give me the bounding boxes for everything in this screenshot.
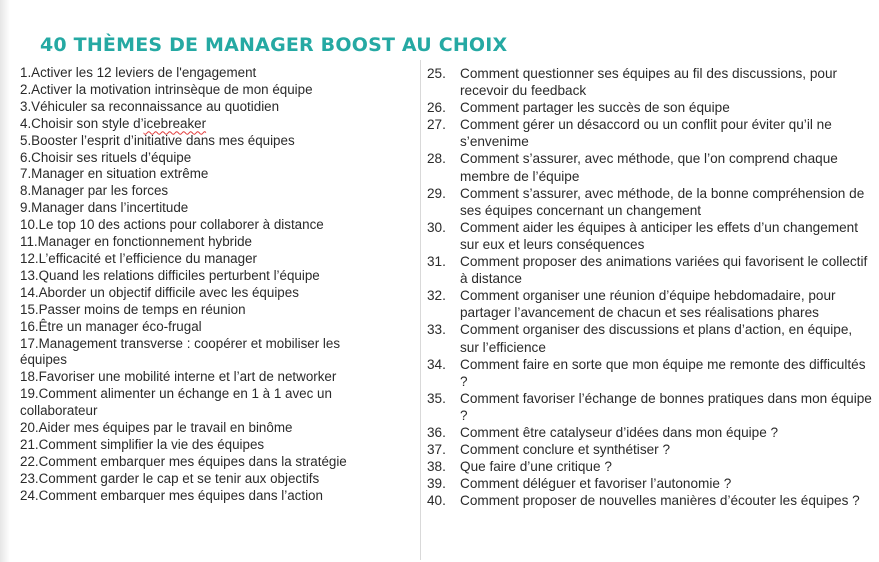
- item-text: Comment proposer des animations variées qui favorisent le collectif à distance: [460, 254, 868, 287]
- list-item: 14.Aborder un objectif difficile avec les équipes: [20, 284, 299, 300]
- list-item: [427, 321, 873, 355]
- item-number: 39.: [427, 476, 446, 492]
- list-item: 22.Comment embarquer mes équipes dans la stratégie: [20, 453, 347, 469]
- item-number: 31.: [427, 254, 446, 270]
- list-item: [427, 441, 873, 458]
- list-item: [427, 475, 873, 492]
- item-text: Comment organiser des discussions et plans d’action, en équipe, sur l’efficience: [460, 322, 853, 355]
- item-text: Comment s’assurer, avec méthode, que l’on comprend chaque membre de l’équipe: [460, 151, 838, 184]
- list-item: 12.L’efficacité et l’efficience du manager: [20, 250, 257, 266]
- item-text: Comment être catalyseur d’idées dans mon équipe ?: [460, 424, 779, 440]
- item-number: 29.: [427, 185, 446, 201]
- item-text: Comment faire en sorte que mon équipe me remonte des difficultés ?: [460, 356, 866, 389]
- list-item: 18.Favoriser une mobilité interne et l’art de networker: [20, 369, 337, 385]
- list-item: 9.Manager dans l’incertitude: [20, 200, 189, 216]
- item-text: Comment aider les équipes à anticiper les effets d’un changement sur eux et leurs conséquences: [460, 219, 858, 252]
- list-item: 24.Comment embarquer mes équipes dans l’action: [20, 487, 323, 503]
- list-item: [427, 219, 873, 253]
- item-number: 38.: [427, 459, 446, 475]
- item-number: 36.: [427, 424, 446, 440]
- list-item: 20.Aider mes équipes par le travail en binôme: [20, 420, 293, 436]
- item-text: Comment proposer de nouvelles manières d’écouter les équipes ?: [460, 493, 860, 509]
- item-number: 28.: [427, 151, 446, 167]
- list-item: [427, 424, 873, 441]
- item-text: Que faire d’une critique ?: [460, 459, 612, 475]
- item-text: Comment partager les succès de son équipe: [460, 100, 730, 116]
- themes-list-left: [20, 65, 382, 505]
- item-number: 35.: [427, 390, 446, 406]
- list-item: [427, 287, 873, 321]
- item-number: 32.: [427, 288, 446, 304]
- item-number: 34.: [427, 356, 446, 372]
- list-item: [427, 253, 873, 287]
- item-number: 40.: [427, 493, 446, 509]
- list-item: 21.Comment simplifier la vie des équipes: [20, 436, 265, 452]
- list-item: [427, 185, 873, 219]
- list-item: 4.Choisir son style d’icebreaker: [20, 115, 207, 131]
- list-item: 8.Manager par les forces: [20, 183, 169, 199]
- list-item: 11.Manager en fonctionnement hybride: [20, 234, 253, 250]
- themes-list-right: [427, 65, 873, 509]
- item-text: Comment favoriser l’échange de bonnes pratiques dans mon équipe ?: [460, 390, 872, 423]
- list-item: 16.Être un manager éco-frugal: [20, 318, 202, 334]
- list-item: 6.Choisir ses rituels d’équipe: [20, 149, 192, 165]
- item-number: 26.: [427, 100, 446, 116]
- page-title: 40 THÈMES DE MANAGER BOOST AU CHOIX: [40, 34, 508, 56]
- list-item: 13.Quand les relations difficiles perturbent l’équipe: [20, 267, 320, 283]
- list-item: 23.Comment garder le cap et se tenir aux objectifs: [20, 470, 320, 486]
- item-text: Comment questionner ses équipes au fil des discussions, pour recevoir du feedback: [460, 66, 838, 99]
- list-item: [427, 492, 873, 509]
- list-item: [427, 458, 873, 475]
- item-text: Comment organiser une réunion d’équipe hebdomadaire, pour partager l’avancement de chacun et ses réalisations phares: [460, 288, 836, 321]
- list-item: 10.Le top 10 des actions pour collaborer à distance: [20, 217, 324, 233]
- list-item: 3.Véhiculer sa reconnaissance au quotidien: [20, 98, 280, 114]
- list-item: 15.Passer moins de temps en réunion: [20, 301, 246, 317]
- list-item: 2.Activer la motivation intrinsèque de mon équipe: [20, 81, 313, 97]
- list-item: 19.Comment alimenter un échange en 1 à 1 avec un collaborateur: [20, 386, 332, 419]
- list-item: [427, 390, 873, 424]
- item-text: Comment conclure et synthétiser ?: [460, 442, 671, 458]
- column-divider: [420, 60, 421, 560]
- list-item: [427, 99, 873, 116]
- list-item: 5.Booster l’esprit d’initiative dans mes équipes: [20, 132, 295, 148]
- list-item: [427, 356, 873, 390]
- list-item: [427, 150, 873, 184]
- item-text: Comment déléguer et favoriser l’autonomie ?: [460, 476, 732, 492]
- page-edge-shadow: [0, 0, 10, 562]
- list-item: [427, 116, 873, 150]
- item-text: Comment gérer un désaccord ou un conflit pour éviter qu’il ne s’envenime: [460, 117, 832, 150]
- item-text: Comment s’assurer, avec méthode, de la bonne compréhension de ses équipes concernant un changement: [460, 185, 865, 218]
- item-number: 25.: [427, 66, 446, 81]
- list-item: 7.Manager en situation extrême: [20, 166, 209, 182]
- item-number: 30.: [427, 219, 446, 235]
- list-item: [427, 65, 873, 99]
- list-item: 1.Activer les 12 leviers de l'engagement: [20, 65, 257, 80]
- list-item: 17.Management transverse : coopérer et mobiliser les équipes: [20, 335, 341, 368]
- item-number: 37.: [427, 442, 446, 458]
- spellcheck-underlined-word[interactable]: icebreaker: [143, 115, 207, 131]
- item-number: 27.: [427, 117, 446, 133]
- item-number: 33.: [427, 322, 446, 338]
